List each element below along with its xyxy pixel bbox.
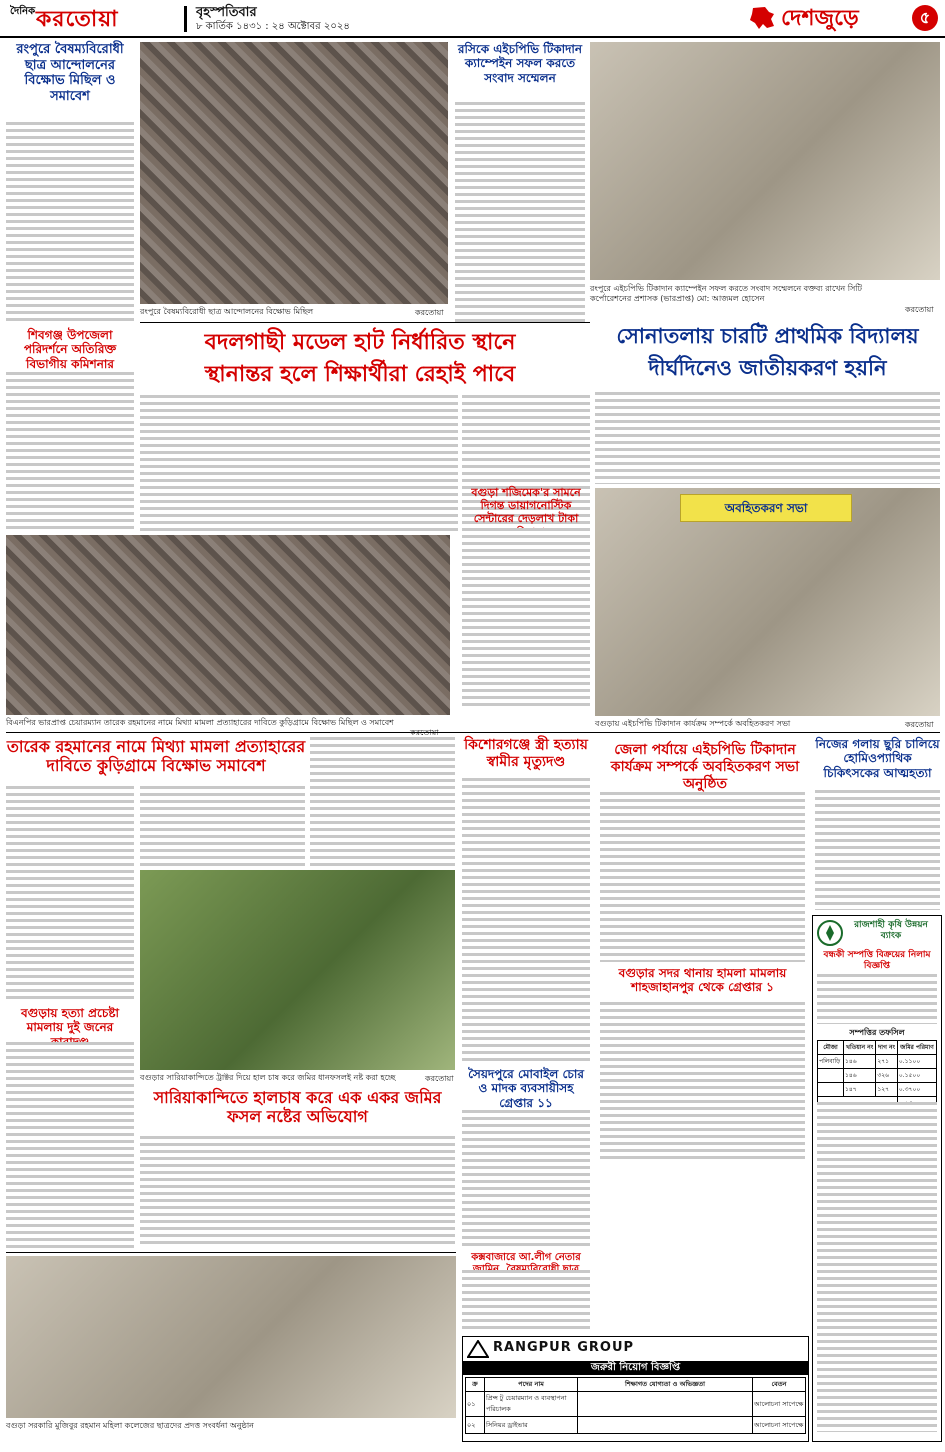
story-pirganj-body (310, 737, 455, 867)
story-hpv-press-body (455, 102, 585, 322)
logo-title: করতোয়া (36, 6, 119, 32)
table-cell: পলিবাড়ি (818, 1055, 844, 1069)
table-cell: আলোচনা সাপেক্ষে (753, 1392, 806, 1417)
table-cell: ০২ (466, 1417, 485, 1434)
photo-rangpur-rally-caption: রংপুরে বৈষম্যবিরোধী ছাত্র আন্দোলনের বিক্ষোভ মিছিল (140, 307, 314, 316)
table-header: জমির পরিমাণ (897, 1041, 936, 1055)
story-badalgachhi-headline-line2: স্থানান্তর হলে শিক্ষার্থীরা রেহাই পাবে (204, 362, 516, 387)
photo-hpv-press-caption: রংপুরে এইচপিভি টিকাদান ক্যাম্পেইন সফল করতে সংবাদ সম্মেলনে বক্তব্য রাখেন সিটি কর্পোরেশনের প্রশাসক (ভারপ্রাপ্ত) মো: আজমল হোসেন (590, 284, 862, 303)
section-title: দেশজুড়ে (781, 5, 859, 31)
table-header: বেতন (753, 1378, 806, 1392)
table-cell: সিনিয়র ড্রাইভার (485, 1417, 578, 1434)
table-cell: ১২৭ (876, 1083, 897, 1097)
photo-rangpur-rally (140, 42, 448, 304)
story-sariakandi-body (140, 1136, 455, 1248)
rangpur-group-logo-icon (467, 1340, 489, 1358)
masthead-separator (184, 6, 187, 32)
table-cell: ০.৩৭০০ (897, 1083, 936, 1097)
photo-tractor-caption: বগুড়ার সারিয়াকান্দিতে ট্রাক্টর দিয়ে হাল চাষ করে জমির ধানফসলই নষ্ট করা হচ্ছে (140, 1073, 396, 1082)
property-schedule-table (817, 1040, 937, 1111)
story-rangpur-protest-headline: রংপুরে বৈষম্যবিরোধী ছাত্র আন্দোলনের বিক্ষোভ মিছিল ও সমাবেশ (16, 42, 124, 104)
issue-date: ৮ কার্তিক ১৪৩১ : ২৪ অক্টোবর ২০২৪ (196, 21, 350, 32)
table-cell: প্রিন্স টু চেয়ারম্যান ও ব্যবস্থাপনা পরিচালক (485, 1392, 578, 1417)
table-cell: ১৪৬ (844, 1055, 876, 1069)
story-bogura-sadar-arrest-headline: বগুড়ার সদর থানায় হামলা মামলায় শাহজাহানপুর থেকে গ্রেপ্তার ১ (618, 966, 787, 995)
table-cell: ২৭১ (876, 1055, 897, 1069)
story-tarek-case-body-cont (140, 786, 305, 866)
story-kishoreganj-headline: কিশোরগঞ্জে স্ত্রী হত্যায় স্বামীর মৃত্যুদণ্ড (464, 737, 588, 770)
table-header: খতিয়ান নং (844, 1041, 876, 1055)
story-bogura-sentence-body (6, 1042, 134, 1250)
masthead (0, 0, 945, 38)
story-kishoreganj-body (462, 778, 590, 1063)
table-cell: ০১ (466, 1392, 485, 1417)
story-rangpur-protest-body (6, 122, 134, 322)
table-cell: ৩২৬ (876, 1069, 897, 1083)
bank-emblem-icon (817, 920, 843, 946)
table-cell: আলোচনা সাপেক্ষে (753, 1417, 806, 1434)
logo-prefix: দৈনিক (10, 6, 36, 17)
story-sariakandi-headline: সারিয়াকান্দিতে হালচাষ করে এক একর জমির ফসল নষ্টের অভিযোগ (153, 1088, 442, 1127)
table-cell (818, 1083, 844, 1097)
table-row (818, 1083, 937, 1097)
meeting-banner-text: অবহিতকরণ সভা (724, 501, 808, 515)
table-header: দাগ নং (876, 1041, 897, 1055)
story-diagnostic-fine-headline: বগুড়া শজিমেক'র সামনে দিগন্ত ডায়াগনোস্টিক সেন্টারের দেড়লাখ টাকা (471, 486, 581, 526)
story-shibganj-headline: শিবগঞ্জ উপজেলা পরিদর্শনে অতিরিক্ত বিভাগীয় কমিশনার (23, 328, 117, 371)
story-badalgachhi-body (140, 395, 458, 531)
story-tarek-case-headline: তারেক রহমানের নামে মিথ্যা মামলা প্রত্যাহারের দাবিতে কুড়িগ্রামে বিক্ষোভ সমাবেশ (6, 737, 306, 776)
table-header-row (466, 1378, 806, 1392)
story-hpv-awareness-headline: জেলা পর্যায়ে এইচপিভি টিকাদান কার্যক্রম সম্পর্কে অবহিতকরণ সভা অনুষ্ঠিত (610, 742, 800, 792)
recruitment-title: জরুরী নিয়োগ বিজ্ঞপ্তি (590, 1362, 681, 1373)
table-cell: ০.১৫০০ (897, 1069, 936, 1083)
issue-day: বৃহস্পতিবার (196, 5, 257, 20)
meeting-banner (680, 494, 852, 522)
story-coxsbazar-headline: কক্সবাজারে আ.লীগ নেতার (471, 1252, 581, 1263)
section-header (745, 2, 940, 34)
photo-college-reception (6, 1256, 456, 1418)
page-number-badge: ৫ (912, 5, 938, 31)
story-sonatala-body (595, 392, 940, 484)
story-saidpur-arrest-body (462, 1110, 590, 1248)
photo-tractor-crop-damage (140, 870, 455, 1070)
photo-kurigram-rally (6, 535, 450, 715)
table-row (466, 1392, 806, 1417)
divider (140, 322, 590, 323)
table-header: শিক্ষাগত যোগ্যতা ও অভিজ্ঞতা (578, 1378, 753, 1392)
recruitment-table (465, 1377, 806, 1434)
table-header: ক্র (466, 1378, 485, 1392)
bangladesh-map-icon (747, 6, 777, 30)
table-cell: ১৪৭ (844, 1083, 876, 1097)
story-tarek-case-body (6, 786, 134, 1001)
story-hpv-press-headline: রসিকে এইচপিভি টিকাদান ক্যাম্পেইন সফল করতে সংবাদ সম্মেলন (457, 42, 583, 85)
bank-auction-ad (812, 915, 942, 1442)
table-header-row (818, 1041, 937, 1055)
story-sonatala-headline-line2: দীর্ঘদিনেও জাতীয়করণ হয়নি (648, 356, 887, 380)
auction-notice-title: বন্ধকী সম্পত্তি বিক্রয়ের নিলাম বিজ্ঞপ্তি (823, 950, 931, 971)
photo-credit: করতোয়া (905, 720, 934, 729)
story-shibganj-body (6, 372, 134, 530)
table-cell: ০.১১০০ (897, 1055, 936, 1069)
story-badalgachhi-headline-line1: বদলগাছী মডেল হাট নির্ধারিত স্থানে (204, 330, 516, 355)
bank-name: রাজশাহী কৃষি উন্নয়ন ব্যাংক (854, 920, 928, 941)
property-schedule-title: সম্পত্তির তফসিল (849, 1028, 905, 1037)
story-homeopath-suicide-headline: নিজের গলায় ছুরি চালিয়ে হোমিওপ্যাথিক চিকিৎসকের আত্মহত্যা (815, 737, 940, 780)
story-saidpur-arrest-headline: সৈয়দপুরে মোবাইল চোর ও মাদক ব্যবসায়ীসহ গ্রেপ্তার ১১ (468, 1067, 584, 1110)
table-row (466, 1417, 806, 1434)
photo-hpv-press-conference (590, 42, 940, 280)
table-cell (818, 1069, 844, 1083)
rangpur-group-recruitment-ad (462, 1336, 809, 1442)
photo-credit: করতোয়া (905, 305, 934, 314)
photo-credit: করতোয়া (425, 1074, 454, 1083)
newspaper-logo (10, 4, 178, 34)
story-bogura-sentence-headline: বগুড়ায় হত্যা প্রচেষ্টা মামলায় দুই জনের (21, 1006, 119, 1035)
table-cell: ১৪৬ (844, 1069, 876, 1083)
auction-terms-body (817, 1102, 937, 1432)
photo-credit: করতোয়া (415, 308, 444, 317)
story-coxsbazar-body (462, 1270, 590, 1330)
rangpur-group-name: RANGPUR GROUP (493, 1340, 635, 1355)
story-sonatala-headline-line1: সোনাতলায় চারটি প্রাথমিক বিদ্যালয় (616, 324, 919, 348)
photo-college-reception-caption: বগুড়া সরকারি মুজিবুর রহমান মহিলা কলেজের ছাত্রদের প্রদত্ত সংবর্ধনা অনুষ্ঠান (6, 1421, 254, 1430)
story-homeopath-suicide-body (815, 790, 940, 910)
photo-kurigram-rally-caption: বিএনপির ভারপ্রাপ্ত চেয়ারম্যান তারেক রহমানের নামে মিথ্যা মামলা প্রত্যাহারের দাবিতে কুড়িগ্রামে বিক্ষোভ মিছিল ও সমাবেশ (6, 718, 394, 727)
recruitment-title-bar (463, 1361, 808, 1375)
table-row (818, 1055, 937, 1069)
story-bogura-sadar-arrest-body (600, 1002, 805, 1162)
story-hpv-awareness-body (600, 792, 805, 962)
auction-notice-body (817, 974, 937, 1024)
table-cell (578, 1417, 753, 1434)
table-header: পদের নাম (485, 1378, 578, 1392)
photo-hpv-awareness-meeting (595, 488, 940, 716)
divider (6, 1252, 456, 1253)
table-row (818, 1069, 937, 1083)
table-cell (578, 1392, 753, 1417)
table-header: মৌজা (818, 1041, 844, 1055)
story-diagnostic-fine-body (462, 528, 590, 708)
divider (6, 732, 940, 733)
photo-hpv-awareness-caption: বগুড়ায় এইচপিভি টিকাদান কার্যক্রম সম্পর্কে অবহিতকরণ সভা (595, 719, 791, 728)
